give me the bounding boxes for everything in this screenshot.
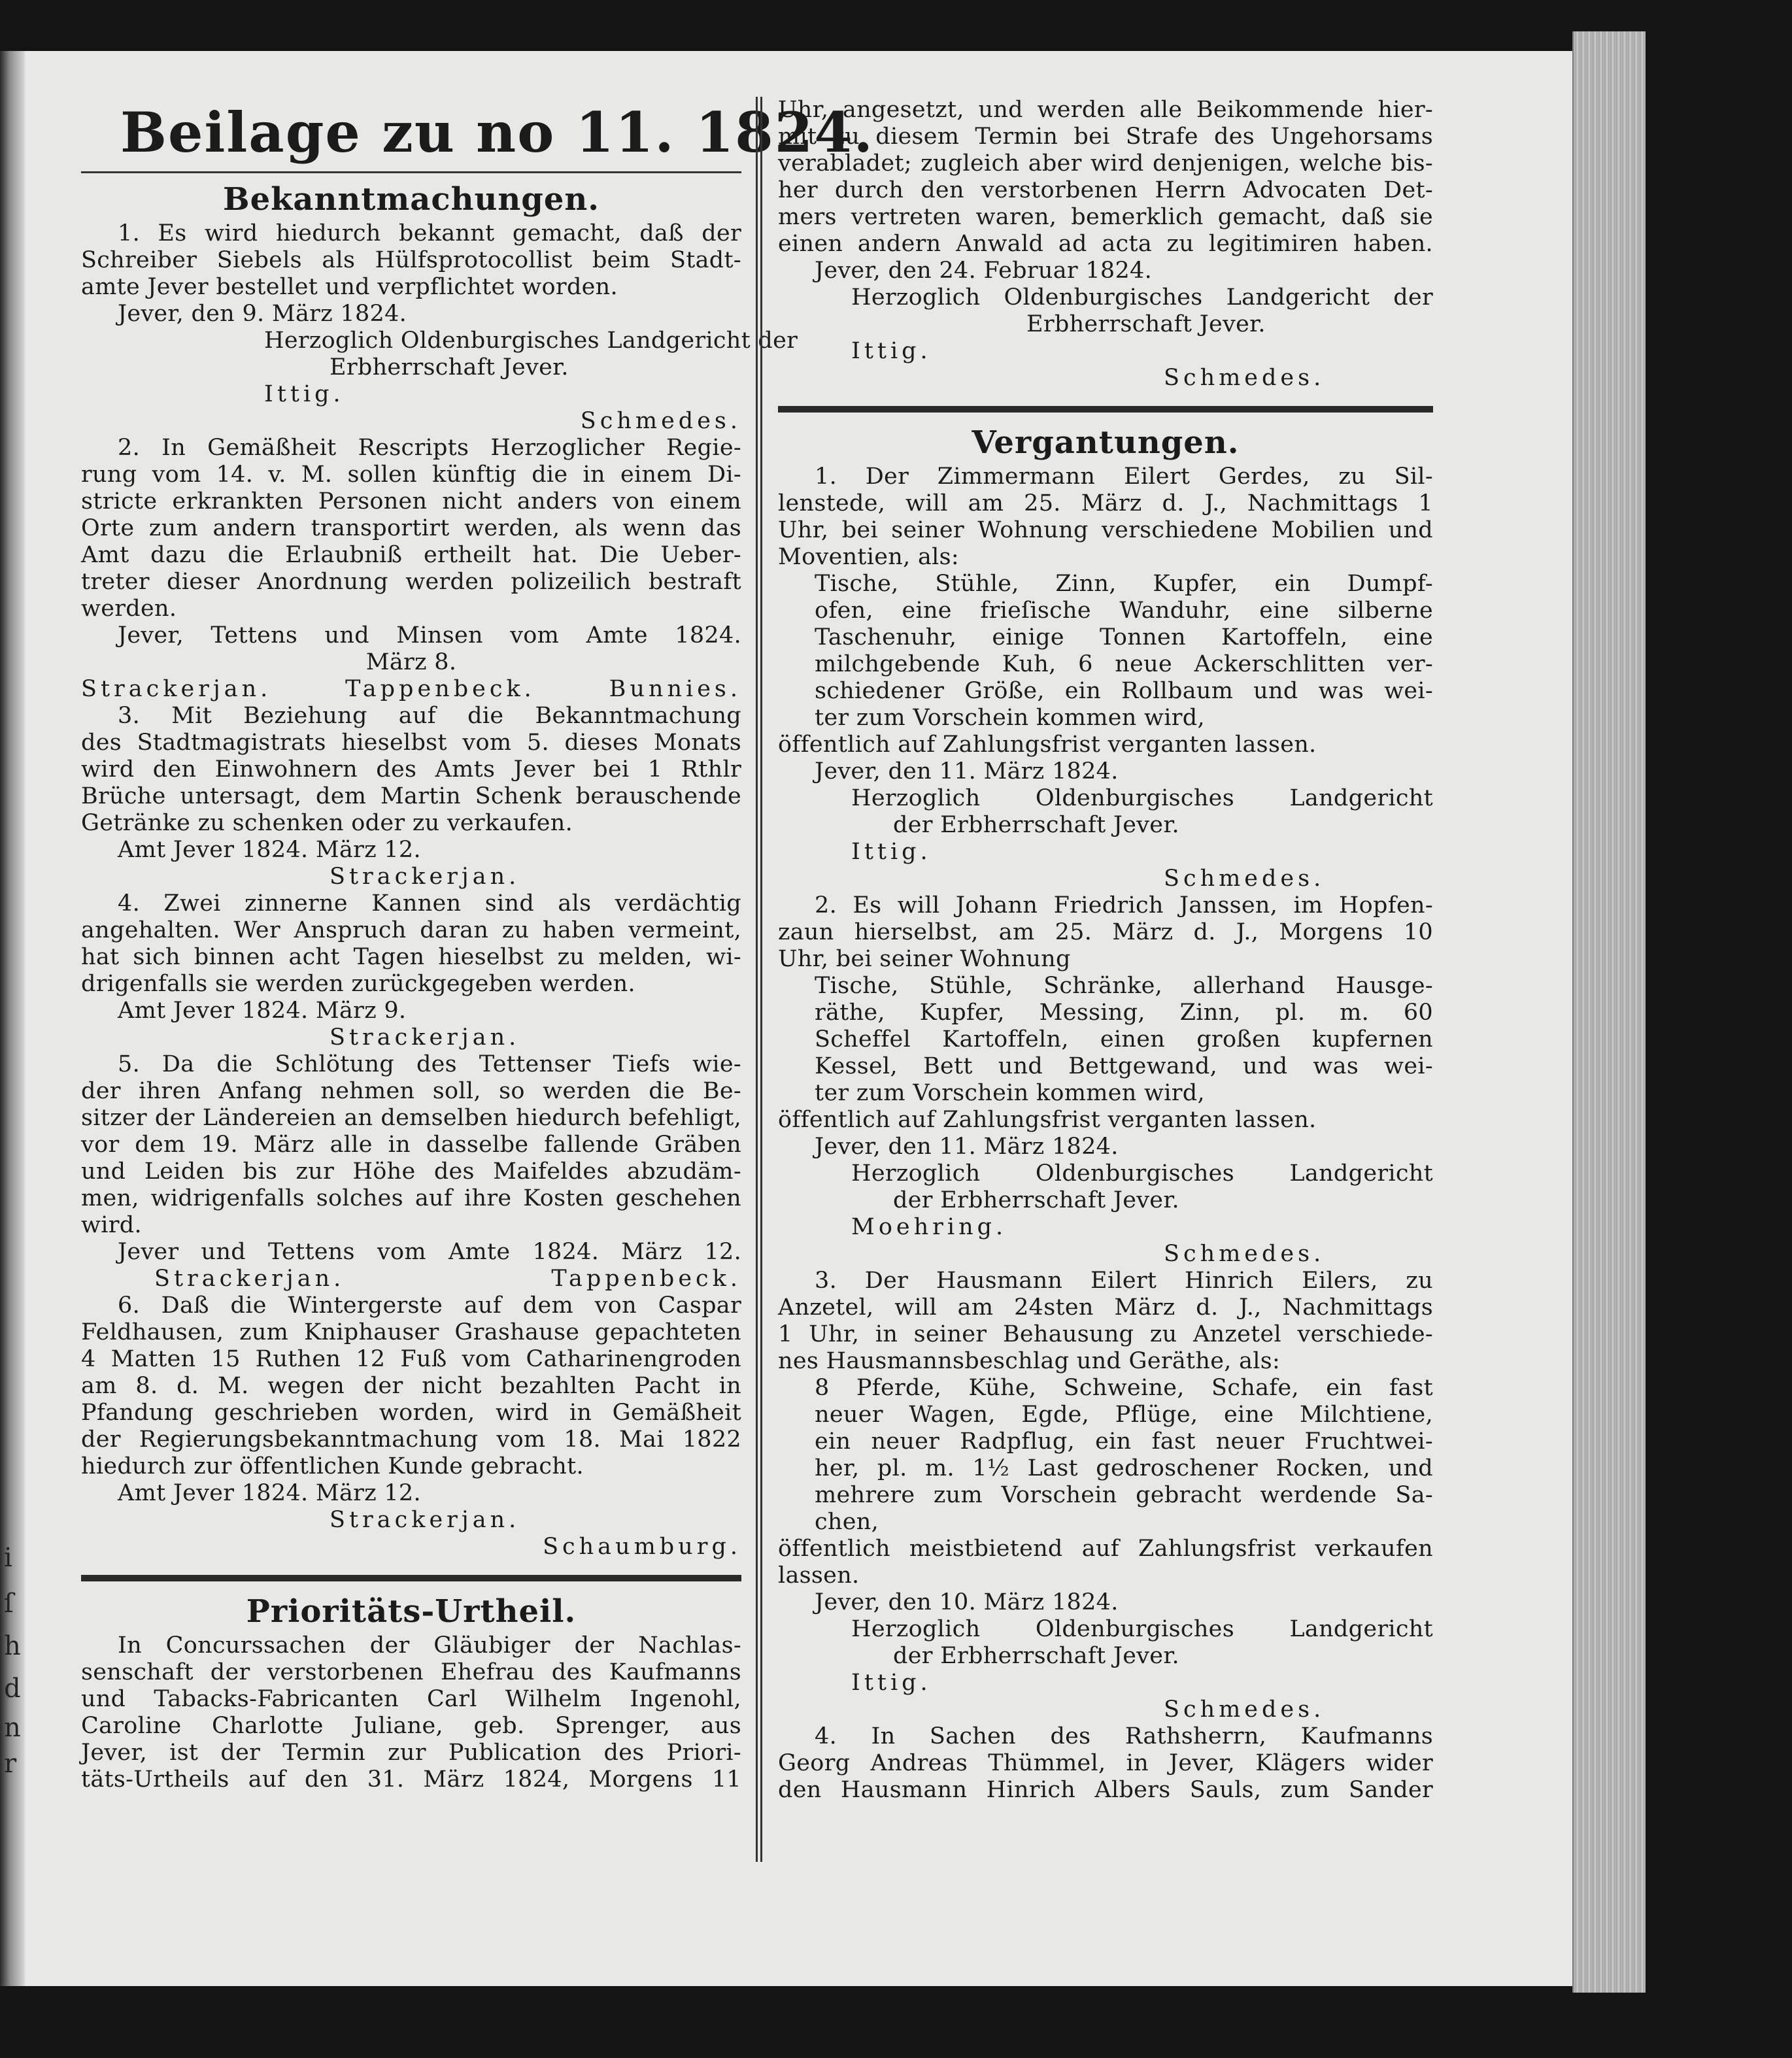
text-line: Tische, Stühle, Schränke, allerhand Hausge-: [815, 973, 1433, 999]
text-line: amte Jever bestellet und verpflichtet worden.: [81, 274, 618, 300]
page-edges: [1572, 31, 1646, 1993]
text-line: Strackerjan.: [330, 1507, 520, 1533]
text-line: öffentlich auf Zahlungsfrist verganten lassen.: [778, 732, 1317, 758]
section-rule: [81, 1575, 741, 1581]
text-line: Herzoglich Oldenburgisches Landgericht: [851, 1160, 1433, 1187]
text-line: und Tabacks-Fabricanten Carl Wilhelm Ingenohl,: [81, 1686, 741, 1712]
text-line: der Erbherrschaft Jever.: [893, 1187, 1179, 1213]
text-line: Schmedes.: [1164, 866, 1325, 892]
text-line: einen andern Anwald ad acta zu legitimiren haben.: [778, 231, 1433, 257]
left-column-body: [81, 178, 798, 1793]
adjacent-page-strip: [0, 51, 25, 1986]
text-line: des Stadtmagistrats hieselbst vom 5. dieses Monats: [81, 730, 741, 756]
text-line: Ittig.: [851, 839, 932, 865]
text-line: Schaumburg.: [543, 1534, 741, 1560]
text-line: her durch den verstorbenen Herrn Advocaten Det-: [778, 177, 1433, 203]
text-line: Herzoglich Oldenburgisches Landgericht der: [264, 328, 798, 354]
margin-fragment: ſ: [4, 1589, 14, 1619]
text-line: Getränke zu schenken oder zu verkaufen.: [81, 810, 573, 836]
text-line: Amt Jever 1824. März 9.: [118, 998, 407, 1024]
text-line: Caroline Charlotte Juliane, geb. Sprenger, aus: [81, 1713, 741, 1739]
text-line: Strackerjan.: [330, 1024, 520, 1051]
margin-fragment: d: [4, 1674, 21, 1704]
text-line: Tische, Stühle, Zinn, Kupfer, ein Dumpf-: [815, 571, 1433, 597]
text-line: Schmedes.: [1164, 1241, 1325, 1267]
text-line: 4. In Sachen des Rathsherrn, Kaufmanns: [815, 1723, 1433, 1749]
text-line: Erbherrschaft Jever.: [330, 354, 569, 380]
column-divider: [756, 97, 762, 1862]
text-line: Jever, den 24. Februar 1824.: [815, 258, 1153, 284]
text-line: 3. Der Hausmann Eilert Hinrich Eilers, zu: [815, 1268, 1433, 1294]
text-line: verabladet; zugleich aber wird denjenigen, welche bis-: [778, 150, 1433, 177]
margin-fragment: h: [4, 1631, 21, 1661]
text-line: neuer Wagen, Egde, Pflüge, eine Milchtiene,: [815, 1402, 1433, 1428]
text-line: 1 Uhr, in seiner Behausung zu Anzetel verschiede-: [778, 1321, 1433, 1347]
text-line: Schmedes.: [1164, 365, 1325, 391]
text-line: Taschenuhr, einige Tonnen Kartoffeln, eine: [815, 624, 1433, 650]
text-line: 8 Pferde, Kühe, Schweine, Schafe, ein fast: [815, 1375, 1433, 1401]
text-line: hat sich binnen acht Tagen hieselbst zu melden, wi-: [81, 944, 741, 970]
text-line: schiedener Größe, ein Rollbaum und was wei-: [815, 678, 1433, 704]
text-line: hiedurch zur öffentlichen Kunde gebracht.: [81, 1453, 584, 1479]
text-line: den Hausmann Hinrich Albers Sauls, zum Sander: [778, 1777, 1433, 1803]
text-line: Ittig.: [851, 338, 932, 364]
text-line: Amt dazu die Erlaubniß ertheilt hat. Die Ueber-: [81, 542, 741, 568]
text-line: Ittig.: [264, 381, 345, 407]
masthead: Beilage zu no 11. 1824.: [120, 100, 874, 165]
text-line: senschaft der verstorbenen Ehefrau des Kaufmanns: [81, 1659, 741, 1685]
text-line: Schreiber Siebels als Hülfsprotocollist beim Stadt-: [81, 247, 741, 273]
text-line: Herzoglich Oldenburgisches Landgericht der: [851, 284, 1433, 311]
text-line: zaun hierselbst, am 25. März d. J., Morgens 10: [778, 919, 1433, 945]
text-line: chen,: [815, 1509, 879, 1535]
text-line: Jever, den 10. März 1824.: [815, 1589, 1119, 1615]
text-line: Jever, ist der Termin zur Publication des Priori-: [81, 1740, 741, 1766]
text-line: 5. Da die Schlötung des Tettenser Tiefs wie-: [118, 1051, 741, 1077]
text-line: In Concurssachen der Gläubiger der Nachlas-: [118, 1632, 741, 1659]
text-line: vor dem 19. März alle in dasselbe fallende Gräben: [81, 1132, 741, 1158]
text-line: ofen, eine frieſische Wanduhr, eine silberne: [815, 598, 1433, 624]
newspaper-page: [25, 51, 1587, 1986]
text-line: Jever, den 9. März 1824.: [118, 301, 407, 327]
text-line: Amt Jever 1824. März 12.: [118, 1480, 421, 1506]
text-line: treter dieser Anordnung werden polizeilich bestraft: [81, 569, 741, 595]
text-line: mers vertreten waren, bemerklich gemacht, daß sie: [778, 204, 1433, 230]
text-line: täts-Urtheils auf den 31. März 1824, Morgens 11: [81, 1766, 741, 1793]
text-line: Georg Andreas Thümmel, in Jever, Klägers wider: [778, 1750, 1433, 1776]
text-line: Strackerjan.: [330, 864, 520, 890]
text-line: stricte erkrankten Personen nicht anders von einem: [81, 488, 741, 514]
section-heading: Bekanntmachungen.: [223, 181, 600, 218]
text-line: Moehring.: [851, 1214, 1007, 1240]
text-line: wird den Einwohnern des Amts Jever bei 1 Rthlr: [81, 756, 741, 783]
section-heading: Vergantungen.: [972, 424, 1240, 461]
text-line: 4 Matten 15 Ruthen 12 Fuß vom Catharinengroden: [81, 1346, 741, 1372]
text-line: der Erbherrschaft Jever.: [893, 1643, 1179, 1669]
text-line: Pfandung geschrieben worden, wird in Gemäßheit: [81, 1400, 741, 1426]
text-line: lassen.: [778, 1562, 860, 1589]
text-line: Strackerjan. Tappenbeck. Bunnies.: [81, 676, 741, 702]
text-line: ter zum Vorschein kommen wird,: [815, 1080, 1205, 1106]
text-line: Scheffel Kartoffeln, einen großen kupfernen: [815, 1026, 1433, 1053]
margin-fragment: r: [4, 1749, 17, 1779]
text-line: men, widrigenfalls solches auf ihre Kosten geschehen: [81, 1185, 741, 1211]
text-line: 1. Es wird hiedurch bekannt gemacht, daß der: [118, 220, 741, 246]
text-line: mit zu diesem Termin bei Strafe des Ungehorsams: [778, 124, 1433, 150]
text-line: ter zum Vorschein kommen wird,: [815, 705, 1205, 731]
text-line: öffentlich auf Zahlungsfrist verganten lassen.: [778, 1107, 1317, 1133]
text-line: Schmedes.: [580, 408, 741, 434]
text-line: Uhr, angesetzt, und werden alle Beikommende hier-: [778, 97, 1433, 123]
text-line: Brüche untersagt, dem Martin Schenk berauschende: [81, 783, 741, 809]
text-line: her, pl. m. 1½ Last gedroschener Rocken, und: [815, 1455, 1433, 1481]
text-line: 3. Mit Beziehung auf die Bekanntmachung: [118, 703, 741, 729]
section-heading: Prioritäts-Urtheil.: [246, 1593, 577, 1630]
text-line: Jever und Tettens vom Amte 1824. März 12.: [118, 1239, 741, 1265]
text-line: öffentlich meistbietend auf Zahlungsfrist verkaufen: [778, 1536, 1433, 1562]
right-column: [778, 97, 1433, 1804]
text-line: Kessel, Bett und Bettgewand, und was wei-: [815, 1053, 1433, 1079]
text-line: Ittig.: [851, 1670, 932, 1696]
text-line: Jever, Tettens und Minsen vom Amte 1824.: [118, 622, 741, 649]
section-rule: [778, 406, 1433, 413]
text-line: ein neuer Radpflug, ein fast neuer Fruchtwei-: [815, 1428, 1433, 1455]
text-line: sitzer der Ländereien an demselben hiedurch befehligt,: [81, 1105, 741, 1131]
text-line: Uhr, bei seiner Wohnung verschiedene Mobilien und: [778, 517, 1433, 543]
text-line: wird.: [81, 1212, 142, 1238]
text-line: milchgebende Kuh, 6 neue Ackerschlitten ver-: [815, 651, 1433, 677]
text-line: Amt Jever 1824. März 12.: [118, 837, 421, 863]
text-line: rung vom 14. v. M. sollen künftig die in einem Di-: [81, 462, 741, 488]
text-line: Jever, den 11. März 1824.: [815, 758, 1119, 784]
margin-fragment: i: [4, 1543, 12, 1573]
text-line: 2. Es will Johann Friedrich Janssen, im Hopfen-: [815, 892, 1433, 919]
text-line: drigenfalls sie werden zurückgegeben werden.: [81, 971, 635, 997]
text-line: Feldhausen, zum Kniphauser Grashause gepachteten: [81, 1319, 741, 1345]
text-line: Moventien, als:: [778, 544, 960, 570]
text-line: lenstede, will am 25. März d. J., Nachmittags 1: [778, 490, 1433, 516]
text-line: 4. Zwei zinnerne Kannen sind als verdächtig: [118, 890, 741, 917]
text-line: mehrere zum Vorschein gebracht werdende Sa-: [815, 1482, 1433, 1508]
margin-fragment: n: [4, 1713, 21, 1743]
text-line: Orte zum andern transportirt werden, als wenn das: [81, 515, 741, 541]
text-line: Jever, den 11. März 1824.: [815, 1134, 1119, 1160]
text-line: Schmedes.: [1164, 1696, 1325, 1723]
text-line: räthe, Kupfer, Messing, Zinn, pl. m. 60: [815, 1000, 1433, 1026]
text-line: werden.: [81, 596, 177, 622]
text-line: am 8. d. M. wegen der nicht bezahlten Pacht in: [81, 1373, 741, 1399]
text-line: der Erbherrschaft Jever.: [893, 812, 1179, 838]
text-line: Erbherrschaft Jever.: [1026, 311, 1266, 337]
text-line: Uhr, bei seiner Wohnung: [778, 946, 1071, 972]
text-line: 6. Daß die Wintergerste auf dem von Caspar: [118, 1292, 741, 1319]
text-line: März 8.: [365, 649, 457, 675]
text-line: angehalten. Wer Anspruch daran zu haben vermeint,: [81, 917, 741, 943]
text-line: der ihren Anfang nehmen soll, so werden die Be-: [81, 1078, 741, 1104]
masthead-rule: [81, 171, 741, 173]
text-line: und Leiden bis zur Höhe des Maifeldes abzudäm-: [81, 1158, 741, 1185]
text-line: Anzetel, will am 24sten März d. J., Nachmittags: [778, 1294, 1433, 1321]
text-line: Herzoglich Oldenburgisches Landgericht: [851, 1616, 1433, 1642]
text-line: nes Hausmannsbeschlag und Geräthe, als:: [778, 1348, 1281, 1374]
text-line: 2. In Gemäßheit Rescripts Herzoglicher Regie-: [118, 435, 741, 461]
text-line: Strackerjan. Tappenbeck.: [154, 1266, 741, 1292]
right-column-body: [778, 97, 1433, 1804]
text-line: der Regierungsbekanntmachung vom 18. Mai 1822: [81, 1426, 741, 1453]
text-line: 1. Der Zimmermann Eilert Gerdes, zu Sil-: [815, 464, 1433, 490]
text-line: Herzoglich Oldenburgisches Landgericht: [851, 785, 1433, 811]
